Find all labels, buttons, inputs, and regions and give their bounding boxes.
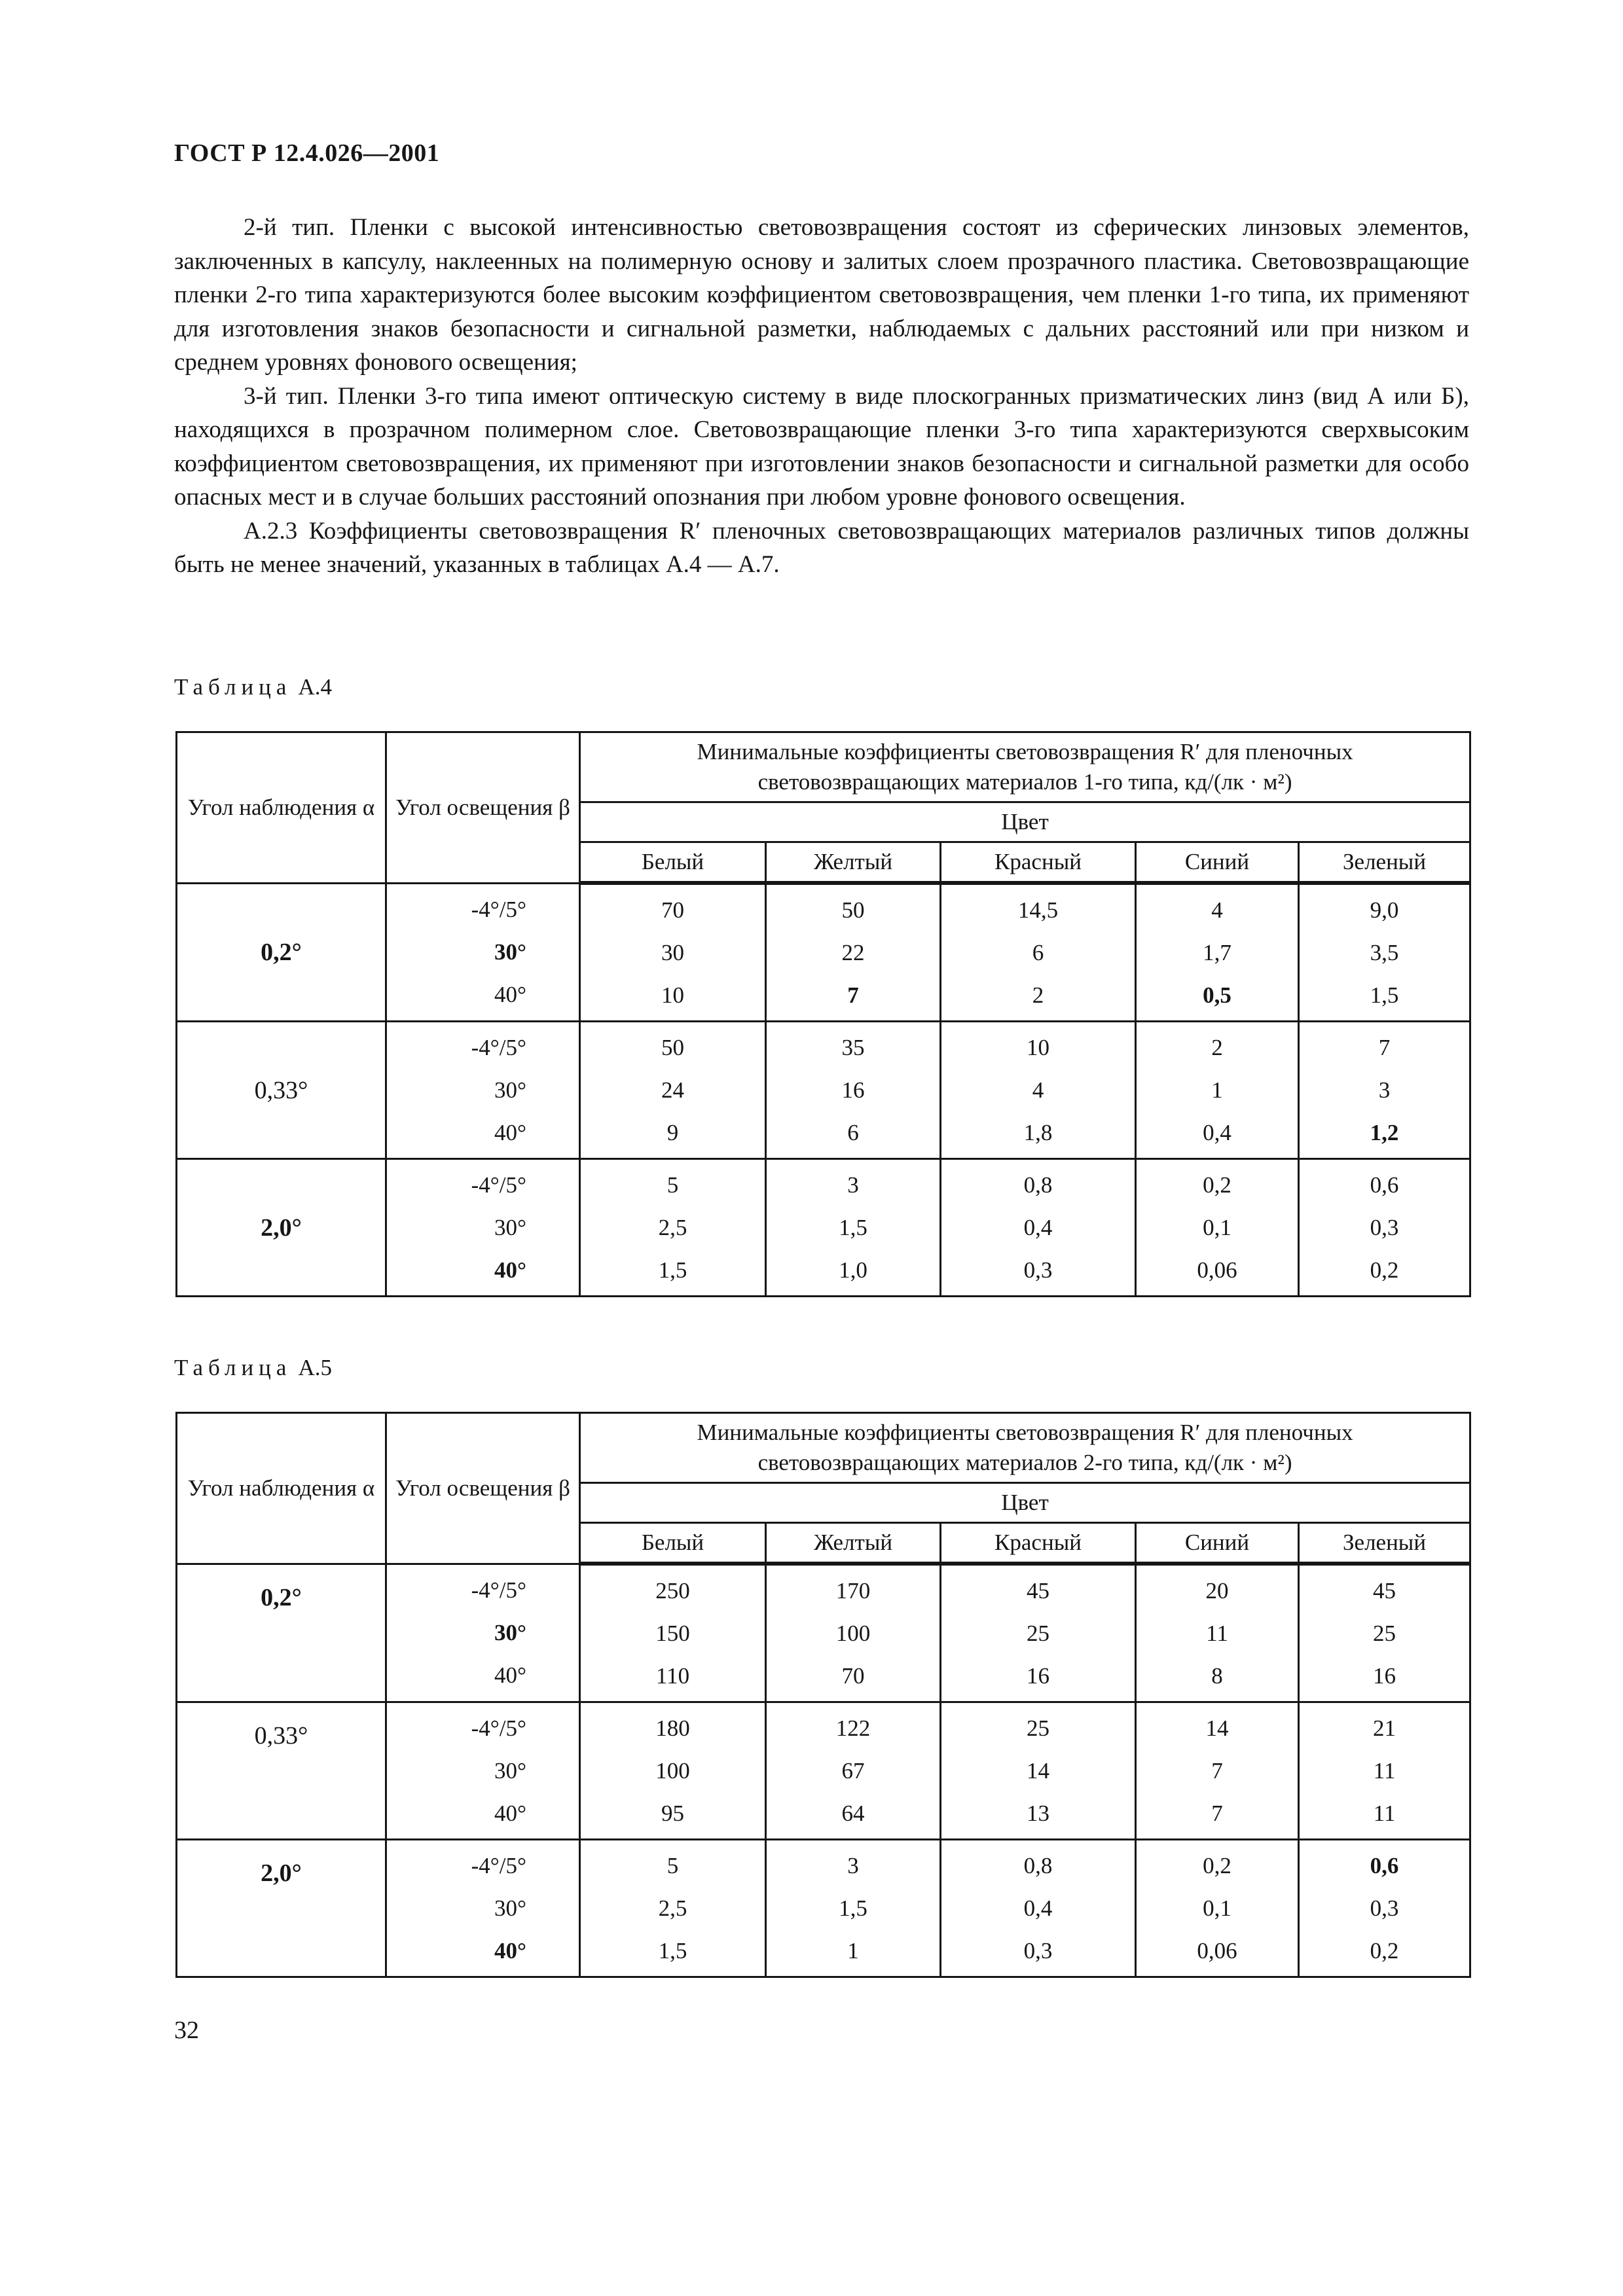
illumination-angle-cell: -4°/5° 30° 40° xyxy=(386,1022,580,1159)
value-cell: 170 100 70 xyxy=(766,1564,941,1702)
value-cell: 3 1,5 1,0 xyxy=(766,1159,941,1297)
table-row xyxy=(177,1840,1470,1977)
value-cell: 5 2,5 1,5 xyxy=(580,1159,766,1297)
value-cell: 21 11 11 xyxy=(1299,1702,1470,1840)
document-header: ГОСТ Р 12.4.026—2001 xyxy=(174,139,440,167)
observation-angle-cell: 0,2° xyxy=(177,883,386,1022)
paragraph-a-2-3: А.2.3 Коэффициенты световозвращения R′ пленочных световозвращающих материалов различных типов должны быть не менее значений, указанных в таблицах А.4 — А.7. xyxy=(174,517,1469,578)
value-cell: 7 3 1,2 xyxy=(1299,1022,1470,1159)
header-color-yellow: Желтый xyxy=(766,842,941,884)
illumination-angle-cell: -4°/5° 30° 40° xyxy=(386,883,580,1022)
table-a4 xyxy=(175,731,1471,1297)
header-color-blue: Синий xyxy=(1136,1523,1299,1564)
value-cell: 50 24 9 xyxy=(580,1022,766,1159)
observation-angle-cell: 2,0° xyxy=(177,1159,386,1297)
value-cell: 2 1 0,4 xyxy=(1136,1022,1299,1159)
value-cell: 0,8 0,4 0,3 xyxy=(941,1840,1136,1977)
header-color-group: Цвет xyxy=(580,1483,1470,1523)
table-caption-word: Таблица xyxy=(174,674,292,700)
header-illumination-angle: Угол освещения β xyxy=(386,1413,580,1564)
table-row xyxy=(177,1702,1470,1840)
page-number: 32 xyxy=(174,2017,199,2044)
value-cell: 45 25 16 xyxy=(1299,1564,1470,1702)
value-cell: 20 11 8 xyxy=(1136,1564,1299,1702)
value-cell: 50 22 7 xyxy=(766,883,941,1022)
table-a5 xyxy=(175,1412,1471,1978)
header-color-green: Зеленый xyxy=(1299,1523,1470,1564)
header-observation-angle: Угол наблюдения α xyxy=(177,1413,386,1564)
paragraph-type-3: 3-й тип. Пленки 3-го типа имеют оптическую систему в виде плоскогранных призматических линз (вид А или Б), находящихся в прозрачном полимерном слое. Световозвращающие пленки 3-го типа характеризуются сверхвысоким коэффициентом световозвращения, их применяют при изготовлении знаков безопасности и сигнальной разметки для особо опасных мест и в случае больших расстояний опознания при любом уровне фонового освещения. xyxy=(174,382,1469,511)
illumination-angle-cell: -4°/5° 30° 40° xyxy=(386,1840,580,1977)
table-caption-number: А.4 xyxy=(298,674,332,700)
header-color-red: Красный xyxy=(941,842,1136,884)
value-cell: 5 2,5 1,5 xyxy=(580,1840,766,1977)
value-cell: 25 14 13 xyxy=(941,1702,1136,1840)
observation-angle-cell: 0,33° xyxy=(177,1022,386,1159)
value-cell: 0,8 0,4 0,3 xyxy=(941,1159,1136,1297)
table-caption-number: А.5 xyxy=(298,1355,332,1380)
value-cell: 14 7 7 xyxy=(1136,1702,1299,1840)
illumination-angle-cell: -4°/5° 30° 40° xyxy=(386,1159,580,1297)
table-row xyxy=(177,883,1470,1022)
observation-angle-cell: 2,0° xyxy=(177,1840,386,1977)
header-illumination-angle: Угол освещения β xyxy=(386,732,580,884)
value-cell: 180 100 95 xyxy=(580,1702,766,1840)
header-color-blue: Синий xyxy=(1136,842,1299,884)
header-coefficient-title: Минимальные коэффициенты световозвращения R′ для пленочных световозвращающих материалов 2-го типа, кд/(лк · м²) xyxy=(580,1413,1470,1483)
value-cell: 0,2 0,1 0,06 xyxy=(1136,1840,1299,1977)
header-color-white: Белый xyxy=(580,842,766,884)
value-cell: 250 150 110 xyxy=(580,1564,766,1702)
value-cell: 45 25 16 xyxy=(941,1564,1136,1702)
value-cell: 9,0 3,5 1,5 xyxy=(1299,883,1470,1022)
table-caption-word: Таблица xyxy=(174,1355,292,1380)
table-row xyxy=(177,1022,1470,1159)
header-color-green: Зеленый xyxy=(1299,842,1470,884)
body-text xyxy=(174,211,1469,582)
paragraph-type-2: 2-й тип. Пленки с высокой интенсивностью световозвращения состоят из сферических линзовых элементов, заключенных в капсулу, наклеенных на полимерную основу и залитых слоем прозрачного пластика. Световозвращающие пленки 2-го типа характеризуются более высоким коэффициентом световозвращения, чем пленки 1-го типа, их применяют для изготовления знаков безопасности и сигнальной разметки, наблюдаемых с дальних расстояний или при низком и среднем уровнях фонового освещения; xyxy=(174,214,1469,376)
header-color-yellow: Желтый xyxy=(766,1523,941,1564)
value-cell: 35 16 6 xyxy=(766,1022,941,1159)
observation-angle-cell: 0,2° xyxy=(177,1564,386,1702)
header-coefficient-title: Минимальные коэффициенты световозвращения R′ для пленочных световозвращающих материалов 1-го типа, кд/(лк · м²) xyxy=(580,732,1470,802)
value-cell: 14,5 6 2 xyxy=(941,883,1136,1022)
value-cell: 0,2 0,1 0,06 xyxy=(1136,1159,1299,1297)
header-color-white: Белый xyxy=(580,1523,766,1564)
table-a4-caption xyxy=(174,674,332,700)
value-cell: 0,6 0,3 0,2 xyxy=(1299,1840,1470,1977)
value-cell: 122 67 64 xyxy=(766,1702,941,1840)
header-color-red: Красный xyxy=(941,1523,1136,1564)
illumination-angle-cell: -4°/5° 30° 40° xyxy=(386,1564,580,1702)
value-cell: 0,6 0,3 0,2 xyxy=(1299,1159,1470,1297)
header-observation-angle: Угол наблюдения α xyxy=(177,732,386,884)
value-cell: 10 4 1,8 xyxy=(941,1022,1136,1159)
observation-angle-cell: 0,33° xyxy=(177,1702,386,1840)
value-cell: 4 1,7 0,5 xyxy=(1136,883,1299,1022)
header-color-group: Цвет xyxy=(580,802,1470,842)
table-row xyxy=(177,1564,1470,1702)
illumination-angle-cell: -4°/5° 30° 40° xyxy=(386,1702,580,1840)
value-cell: 70 30 10 xyxy=(580,883,766,1022)
value-cell: 3 1,5 1 xyxy=(766,1840,941,1977)
table-a5-caption xyxy=(174,1355,332,1381)
table-row xyxy=(177,1159,1470,1297)
